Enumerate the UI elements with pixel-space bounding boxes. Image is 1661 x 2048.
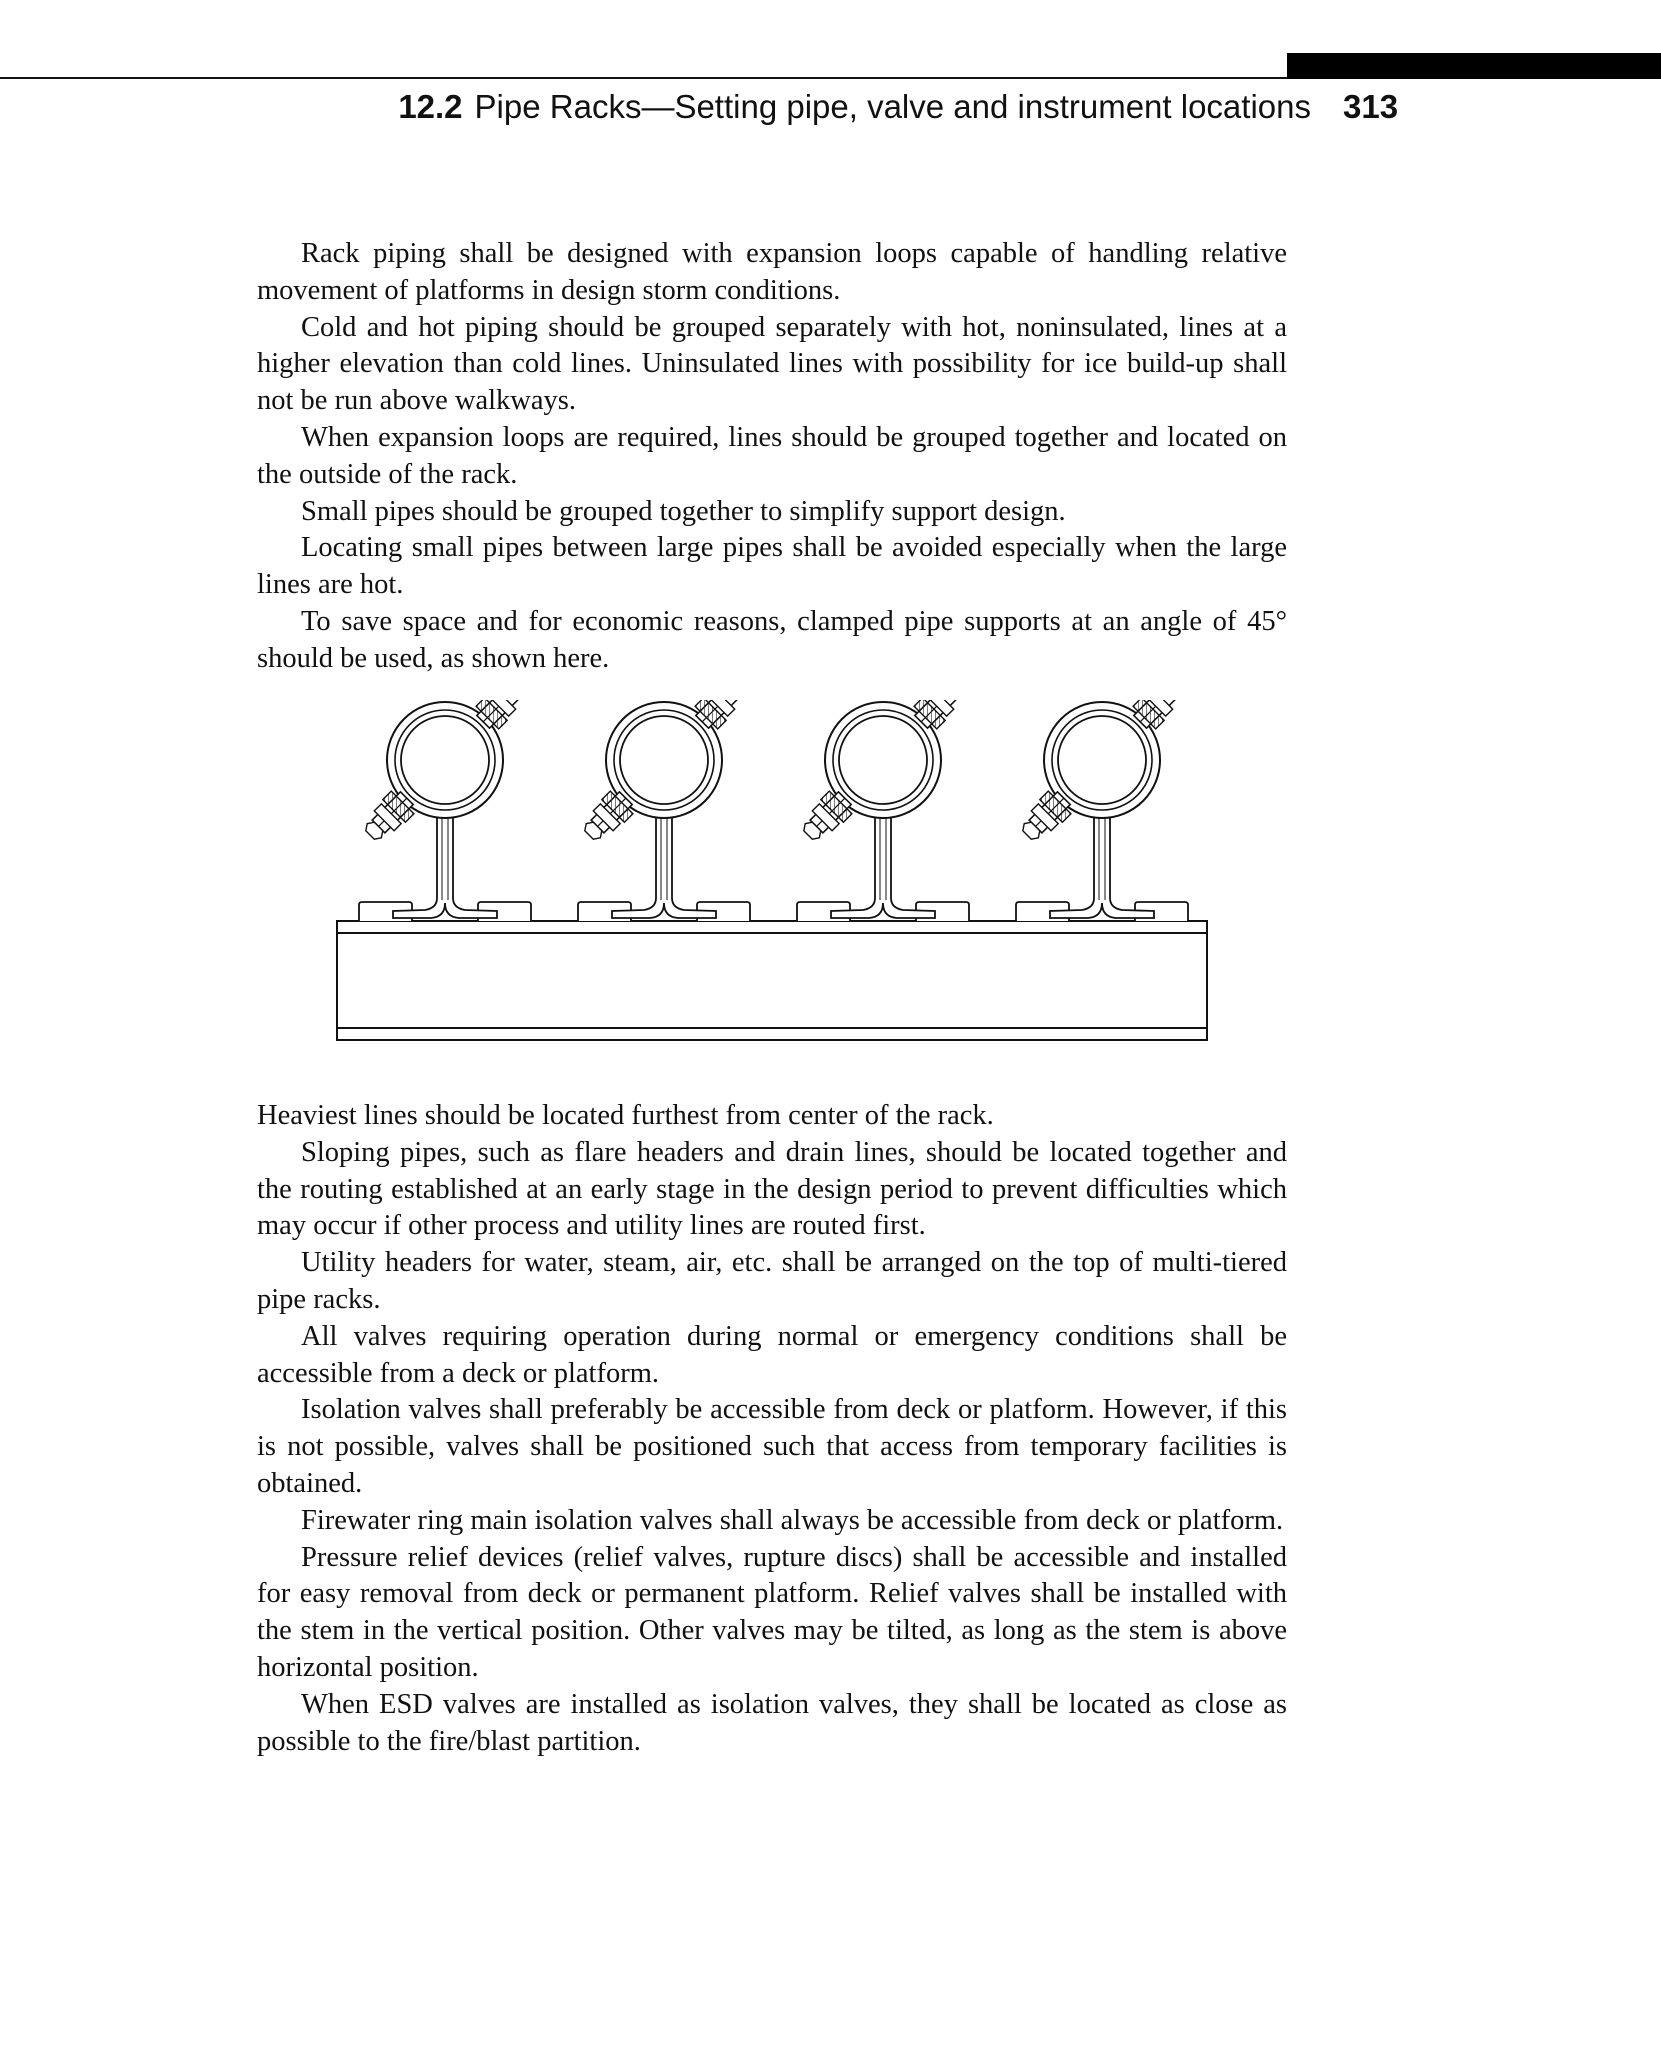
pipe-supports — [359, 700, 1189, 921]
pipe-rack-illustration — [330, 700, 1216, 1050]
header-bar — [1287, 53, 1661, 79]
pipe-support-figure — [330, 700, 1216, 1050]
paragraph: Firewater ring main isolation valves shall always be accessible from deck or platform. — [301, 1504, 1284, 1536]
clamped-pipe-support — [578, 700, 751, 921]
section-title: Pipe Racks—Setting pipe, valve and instrument locations — [474, 88, 1311, 125]
beam-bottom-flange — [337, 1028, 1207, 1040]
clamped-pipe-support — [797, 700, 970, 921]
paragraph: When expansion loops are required, lines should be grouped together and located on the outside of the rack. — [257, 421, 1287, 490]
paragraph: Cold and hot piping should be grouped separately with hot, noninsulated, lines at a higher elevation than cold lines. Uninsulated lines with possibility for ice build-up shall not be run above walkways. — [257, 311, 1287, 417]
paragraph: Sloping pipes, such as flare headers and drain lines, should be located together and the routing established at an early stage in the design period to prevent difficulties which may occur if other process and utility lines are routed first. — [257, 1136, 1287, 1242]
paragraph: Heaviest lines should be located furthest from center of the rack. — [257, 1100, 994, 1131]
paragraph: To save space and for economic reasons, clamped pipe supports at an angle of 45° should be used, as shown here. — [257, 605, 1287, 674]
paragraph: All valves requiring operation during normal or emergency conditions shall be accessible from a deck or platform. — [257, 1320, 1287, 1389]
clamped-pipe-support — [359, 700, 532, 921]
paragraph: Pressure relief devices (relief valves, rupture discs) shall be accessible and installed for easy removal from deck or permanent platform. Relief valves shall be installed with the stem in the vertical position. Other valves may be tilted, as long as the stem is above horizontal position. — [257, 1541, 1287, 1683]
paragraph: Rack piping shall be designed with expansion loops capable of handling relative movement of platforms in design storm conditions. — [257, 238, 1287, 306]
paragraph: Isolation valves shall preferably be accessible from deck or platform. However, if this is not possible, valves shall be positioned such that access from temporary facilities is obtained. — [257, 1394, 1287, 1499]
paragraph: Utility headers for water, steam, air, etc. shall be arranged on the top of multi-tiered pipe racks. — [257, 1247, 1287, 1315]
clamped-pipe-support — [1016, 700, 1189, 921]
paragraph: Locating small pipes between large pipes shall be avoided especially when the large lines are hot. — [257, 532, 1287, 601]
body-text-upper — [257, 236, 1287, 678]
beam-web — [337, 933, 1207, 1028]
running-head — [398, 88, 1311, 132]
body-text-lower — [257, 1098, 1287, 1760]
beam-top-flange — [337, 921, 1207, 933]
page-number: 313 — [1343, 88, 1399, 125]
section-number: 12.2 — [398, 88, 463, 125]
paragraph: Small pipes should be grouped together to simplify support design. — [301, 495, 1066, 527]
paragraph: When ESD valves are installed as isolation valves, they shall be located as close as possible to the fire/blast partition. — [257, 1688, 1287, 1757]
